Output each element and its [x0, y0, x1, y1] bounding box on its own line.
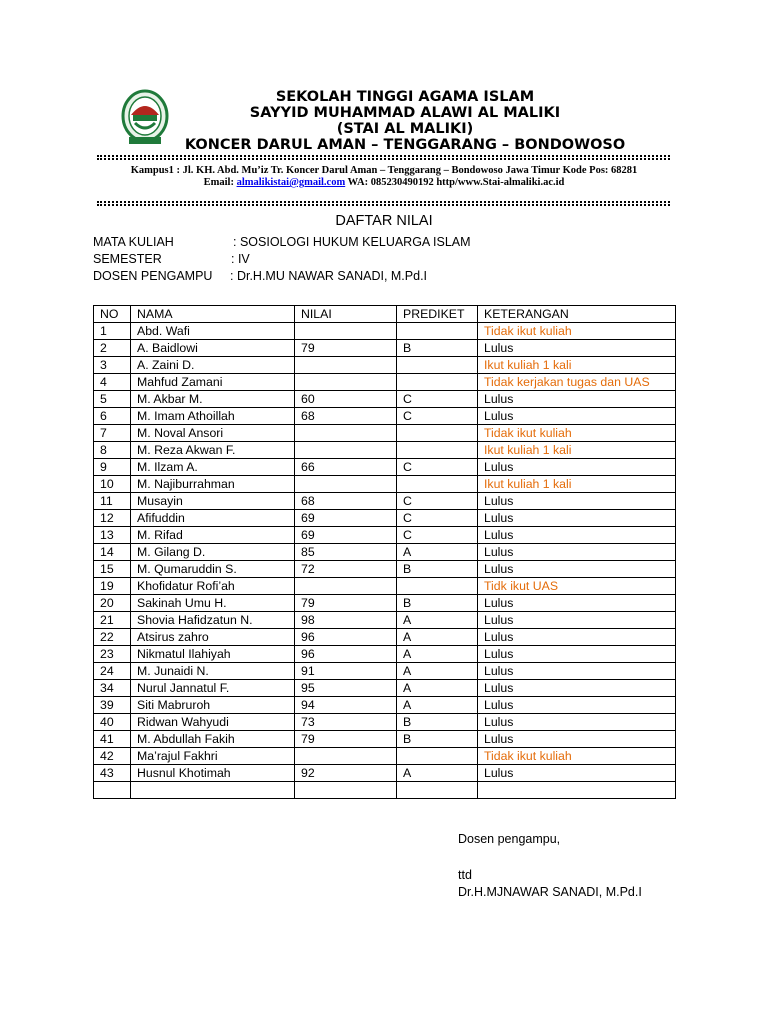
- cell-no: [94, 782, 131, 799]
- cell-nilai: 68: [295, 408, 397, 425]
- info-value: : SOSIOLOGI HUKUM KELUARGA ISLAM: [233, 235, 471, 249]
- cell-nama: Husnul Khotimah: [131, 765, 295, 782]
- table-row: [94, 765, 676, 782]
- cell-keterangan: Lulus: [478, 629, 676, 646]
- cell-keterangan: Lulus: [478, 697, 676, 714]
- cell-keterangan: Lulus: [478, 595, 676, 612]
- cell-keterangan: [478, 782, 676, 799]
- cell-keterangan: Lulus: [478, 408, 676, 425]
- cell-prediket: A: [397, 612, 478, 629]
- table-row: [94, 629, 676, 646]
- cell-nilai: 73: [295, 714, 397, 731]
- cell-nilai: 95: [295, 680, 397, 697]
- cell-nama: Sakinah Umu H.: [131, 595, 295, 612]
- cell-keterangan: Ikut kuliah 1 kali: [478, 357, 676, 374]
- cell-no: 4: [94, 374, 131, 391]
- cell-no: 13: [94, 527, 131, 544]
- signature-ttd: ttd: [458, 868, 472, 882]
- cell-prediket: B: [397, 561, 478, 578]
- table-row: [94, 782, 676, 799]
- cell-nilai: 96: [295, 629, 397, 646]
- table-row: [94, 748, 676, 765]
- cell-prediket: A: [397, 646, 478, 663]
- cell-no: 8: [94, 442, 131, 459]
- cell-keterangan: Lulus: [478, 612, 676, 629]
- table-row: [94, 646, 676, 663]
- cell-nilai: 98: [295, 612, 397, 629]
- cell-no: 14: [94, 544, 131, 561]
- header-address: Kampus1 : Jl. KH. Abd. Mu’iz Tr. Koncer Darul Aman – Tenggarang – Bondowoso Jawa Timur Kode Pos: 68281: [130, 165, 638, 176]
- cell-nama: Afifuddin: [131, 510, 295, 527]
- cell-no: 43: [94, 765, 131, 782]
- header-line-4: KONCER DARUL AMAN – TENGGARANG – BONDOWOSO: [184, 137, 626, 153]
- table-row: [94, 714, 676, 731]
- cell-no: 20: [94, 595, 131, 612]
- info-semester: [93, 251, 513, 268]
- document-title: DAFTAR NILAI: [335, 213, 433, 229]
- table-row: [94, 391, 676, 408]
- table-row: [94, 680, 676, 697]
- cell-no: 3: [94, 357, 131, 374]
- cell-nama: Ma’rajul Fakhri: [131, 748, 295, 765]
- cell-nilai: 91: [295, 663, 397, 680]
- info-value: : IV: [231, 252, 250, 266]
- cell-keterangan: Lulus: [478, 561, 676, 578]
- table-row: [94, 459, 676, 476]
- cell-keterangan: Lulus: [478, 765, 676, 782]
- cell-prediket: B: [397, 340, 478, 357]
- cell-no: 39: [94, 697, 131, 714]
- cell-nama: M. Junaidi N.: [131, 663, 295, 680]
- table-header-cell: KETERANGAN: [478, 306, 676, 323]
- contact-rest: WA: 085230490192 http/www.Stai-almaliki.ac.id: [347, 177, 565, 188]
- cell-nilai: 72: [295, 561, 397, 578]
- cell-prediket: B: [397, 714, 478, 731]
- header-line-1: SEKOLAH TINGGI AGAMA ISLAM: [275, 89, 535, 105]
- cell-no: 5: [94, 391, 131, 408]
- cell-keterangan: Lulus: [478, 646, 676, 663]
- cell-prediket: C: [397, 510, 478, 527]
- cell-no: 2: [94, 340, 131, 357]
- cell-nama: M. Noval Ansori: [131, 425, 295, 442]
- cell-prediket: C: [397, 493, 478, 510]
- table-row: [94, 731, 676, 748]
- cell-prediket: A: [397, 697, 478, 714]
- cell-nilai: 85: [295, 544, 397, 561]
- cell-nama: M. Akbar M.: [131, 391, 295, 408]
- cell-prediket: [397, 782, 478, 799]
- cell-nilai: 79: [295, 595, 397, 612]
- cell-nilai: [295, 357, 397, 374]
- signature-role: Dosen pengampu,: [458, 832, 561, 846]
- table-row: [94, 663, 676, 680]
- cell-no: 41: [94, 731, 131, 748]
- cell-nama: Ridwan Wahyudi: [131, 714, 295, 731]
- table-row: [94, 544, 676, 561]
- cell-nilai: [295, 748, 397, 765]
- cell-no: 21: [94, 612, 131, 629]
- cell-no: 12: [94, 510, 131, 527]
- cell-prediket: [397, 425, 478, 442]
- cell-prediket: C: [397, 527, 478, 544]
- table-row: [94, 340, 676, 357]
- cell-nilai: 69: [295, 527, 397, 544]
- header-contact: [100, 177, 668, 189]
- cell-keterangan: Lulus: [478, 391, 676, 408]
- cell-keterangan: Lulus: [478, 459, 676, 476]
- cell-nama: M. Imam Athoillah: [131, 408, 295, 425]
- table-header-row: [94, 306, 676, 323]
- cell-nama: A. Baidlowi: [131, 340, 295, 357]
- cell-nama: Atsirus zahro: [131, 629, 295, 646]
- table-header-cell: NILAI: [295, 306, 397, 323]
- cell-keterangan: Tidak ikut kuliah: [478, 748, 676, 765]
- cell-no: 24: [94, 663, 131, 680]
- cell-no: 6: [94, 408, 131, 425]
- cell-prediket: A: [397, 765, 478, 782]
- cell-no: 22: [94, 629, 131, 646]
- cell-keterangan: Tidk ikut UAS: [478, 578, 676, 595]
- cell-nilai: [295, 425, 397, 442]
- table-row: [94, 561, 676, 578]
- cell-nilai: 69: [295, 510, 397, 527]
- table-row: [94, 697, 676, 714]
- table-row: [94, 578, 676, 595]
- cell-nilai: 92: [295, 765, 397, 782]
- cell-no: 42: [94, 748, 131, 765]
- cell-prediket: [397, 578, 478, 595]
- cell-prediket: B: [397, 595, 478, 612]
- cell-nama: Shovia Hafidzatun N.: [131, 612, 295, 629]
- cell-nilai: 79: [295, 731, 397, 748]
- cell-nilai: 96: [295, 646, 397, 663]
- table-row: [94, 527, 676, 544]
- table-row: [94, 595, 676, 612]
- info-label: DOSEN PENGAMPU: [93, 269, 213, 283]
- cell-no: 34: [94, 680, 131, 697]
- email-link[interactable]: almalikistai@gmail.com: [236, 177, 346, 188]
- cell-keterangan: Lulus: [478, 527, 676, 544]
- cell-nilai: [295, 782, 397, 799]
- info-label: MATA KULIAH: [93, 235, 174, 249]
- cell-prediket: C: [397, 391, 478, 408]
- cell-no: 40: [94, 714, 131, 731]
- header-line-2: SAYYID MUHAMMAD ALAWI AL MALIKI: [249, 105, 561, 121]
- cell-keterangan: Lulus: [478, 493, 676, 510]
- cell-nilai: [295, 323, 397, 340]
- cell-keterangan: Lulus: [478, 340, 676, 357]
- cell-nilai: [295, 578, 397, 595]
- cell-keterangan: Tidak ikut kuliah: [478, 425, 676, 442]
- email-label: Email:: [203, 177, 234, 188]
- cell-nama: Nikmatul Ilahiyah: [131, 646, 295, 663]
- cell-keterangan: Lulus: [478, 544, 676, 561]
- table-row: [94, 476, 676, 493]
- cell-prediket: [397, 476, 478, 493]
- cell-nilai: 60: [295, 391, 397, 408]
- cell-prediket: [397, 748, 478, 765]
- table-row: [94, 425, 676, 442]
- cell-nama: Mahfud Zamani: [131, 374, 295, 391]
- cell-prediket: C: [397, 459, 478, 476]
- cell-nama: Siti Mabruroh: [131, 697, 295, 714]
- cell-prediket: B: [397, 731, 478, 748]
- table-row: [94, 493, 676, 510]
- cell-nama: [131, 782, 295, 799]
- table-header-cell: NAMA: [131, 306, 295, 323]
- cell-prediket: A: [397, 629, 478, 646]
- cell-no: 11: [94, 493, 131, 510]
- cell-keterangan: Tidak kerjakan tugas dan UAS: [478, 374, 676, 391]
- cell-nama: M. Gilang D.: [131, 544, 295, 561]
- cell-nama: Abd. Wafi: [131, 323, 295, 340]
- cell-nama: M. Qumaruddin S.: [131, 561, 295, 578]
- info-value: : Dr.H.MU NAWAR SANADI, M.Pd.I: [230, 269, 428, 283]
- cell-no: 15: [94, 561, 131, 578]
- table-row: [94, 612, 676, 629]
- cell-nama: M. Ilzam A.: [131, 459, 295, 476]
- cell-keterangan: Lulus: [478, 731, 676, 748]
- cell-nama: Khofidatur Rofi’ah: [131, 578, 295, 595]
- cell-nilai: 79: [295, 340, 397, 357]
- cell-keterangan: Ikut kuliah 1 kali: [478, 476, 676, 493]
- cell-keterangan: Lulus: [478, 510, 676, 527]
- cell-nama: Nurul Jannatul F.: [131, 680, 295, 697]
- cell-nama: M. Reza Akwan F.: [131, 442, 295, 459]
- cell-nilai: [295, 374, 397, 391]
- cell-no: 10: [94, 476, 131, 493]
- cell-no: 19: [94, 578, 131, 595]
- info-mata-kuliah: [93, 234, 513, 251]
- table-header-cell: PREDIKET: [397, 306, 478, 323]
- info-label: SEMESTER: [93, 252, 162, 266]
- header-rule-top: [97, 155, 670, 160]
- cell-prediket: A: [397, 663, 478, 680]
- cell-keterangan: Lulus: [478, 663, 676, 680]
- cell-nama: M. Rifad: [131, 527, 295, 544]
- header-line-3: (STAI AL MALIKI): [336, 121, 474, 137]
- grades-table: [93, 305, 676, 799]
- signature-name: Dr.H.MJNAWAR SANADI, M.Pd.I: [458, 885, 642, 899]
- cell-no: 1: [94, 323, 131, 340]
- info-dosen: [93, 268, 513, 285]
- cell-prediket: A: [397, 544, 478, 561]
- table-row: [94, 408, 676, 425]
- cell-no: 23: [94, 646, 131, 663]
- cell-prediket: [397, 374, 478, 391]
- table-row: [94, 357, 676, 374]
- cell-prediket: [397, 323, 478, 340]
- cell-keterangan: Tidak ikut kuliah: [478, 323, 676, 340]
- cell-nilai: 68: [295, 493, 397, 510]
- table-row: [94, 323, 676, 340]
- cell-prediket: [397, 442, 478, 459]
- table-row: [94, 374, 676, 391]
- table-header-cell: NO: [94, 306, 131, 323]
- header-rule-bottom: [97, 201, 670, 206]
- cell-prediket: [397, 357, 478, 374]
- cell-nilai: [295, 476, 397, 493]
- cell-no: 7: [94, 425, 131, 442]
- cell-keterangan: Ikut kuliah 1 kali: [478, 442, 676, 459]
- cell-nilai: [295, 442, 397, 459]
- cell-nilai: 94: [295, 697, 397, 714]
- cell-no: 9: [94, 459, 131, 476]
- table-row: [94, 442, 676, 459]
- cell-prediket: C: [397, 408, 478, 425]
- cell-keterangan: Lulus: [478, 714, 676, 731]
- cell-nilai: 66: [295, 459, 397, 476]
- cell-nama: Musayin: [131, 493, 295, 510]
- cell-nama: A. Zaini D.: [131, 357, 295, 374]
- stai-logo: [121, 89, 169, 147]
- cell-prediket: A: [397, 680, 478, 697]
- cell-keterangan: Lulus: [478, 680, 676, 697]
- cell-nama: M. Najiburrahman: [131, 476, 295, 493]
- cell-nama: M. Abdullah Fakih: [131, 731, 295, 748]
- table-row: [94, 510, 676, 527]
